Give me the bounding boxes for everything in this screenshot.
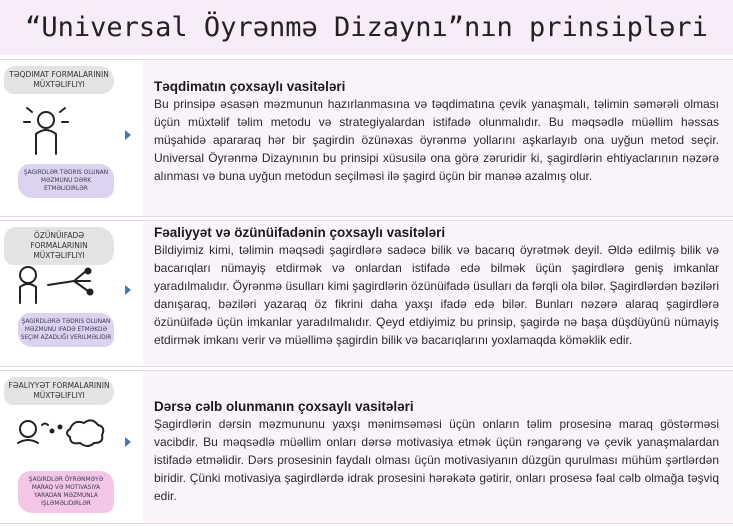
- illustration-chip-label: TƏQDIMAT FORMALARININ MÜXTƏLIFLIYI: [4, 66, 114, 94]
- principle-section-expression: [0, 220, 733, 367]
- illustration-caption: ŞAGIRDLƏR TƏDRIS OLUNAN MƏZMUNU DƏRK ETMƏLIDIRLƏR: [18, 164, 114, 198]
- section-body: Bildiyimiz kimi, təlimin məqsədi şagirdlərə sadəcə bilik və bacarıq öyrətmək deyil. Əldə edilmiş bilik və bacarıqları nümayiş etdirmək və onlardan istifadə edə bilmək üçün şagirdlərə geniş imkanlar yaradılmalıdır. Öyrənmə üsulları kimi şagirdlərin özünüifadə üsulları da fərqli ola bilər. Şagirdlərdən bəziləri danışaraq, bəziləri yazaraq öz fikrini daha yaxşı ifadə edə bilər. Bunları nəzərə alaraq şagirdlərə özünüifadə üçün imkanlar yaradılmalıdır. Qeyd etdiyimiz bu prinsip, şagirdə nə başa düşdüyünü nümayiş etdirmək imkanı verir və müəllimə şagirdin bilik və bacarıqlarını yoxlamaqda köməklik edir.: [154, 243, 719, 347]
- section-heading: Fəaliyyət və özünüifadənin çoxsaylı vasitələri: [154, 225, 446, 240]
- principle-section-representation: [0, 59, 733, 217]
- chevron-right-icon: [125, 285, 131, 295]
- learner-motivation-icon: [8, 413, 118, 465]
- illustration-chip-label: ÖZÜNÜIFADƏ FORMALARININ MÜXTƏLIFLIYI: [4, 227, 114, 265]
- illustration-caption: ŞAGIRDLƏR ÖYRƏNMƏYƏ MARAQ VƏ MOTIVASIYA YARADAN MƏZMUNLA IŞLƏMƏLIDIRLƏR: [18, 471, 114, 513]
- section-heading: Dərsə cəlb olunmanın çoxsaylı vasitələri: [154, 399, 414, 414]
- illustration-panel: [0, 60, 143, 216]
- section-body: Şagirdlərin dərsin məzmununu yaxşı mənimsəməsi üçün onların təlim prosesinə maraq göstərməsi vacibdir. Bu məqsədlə müəllim onları dərsə motivasiya etmək üçün rəngarəng və çevik yanaşmalardan istifadə etməlidir. Dərs prosesinin faydalı olması üçün motivasiyanın düzgün qurulması mühüm şərtlərdən biridir. Çünki motivasiya şagirdlərdə idrak prosesini hərəkətə gətirir, onları prosesə fəal cəlb olmağa təşviq edir.: [154, 417, 719, 503]
- learner-expressing-icon: [8, 261, 118, 311]
- section-heading: Təqdimatın çoxsaylı vasitələri: [154, 79, 346, 94]
- learner-thinking-icon: [8, 104, 118, 164]
- illustration-caption: ŞAGIRDLƏRƏ TƏDRIS OLUNAN MƏZMUNU IFADƏ ETMƏKDƏ SEÇIM AZADLIĞI VERILMƏLIDIR: [18, 313, 114, 347]
- section-body: Bu prinsipə əsasən məzmunun hazırlanmasına və təqdimatına çevik yanaşmalı, təlimin səmərəli olması üçün müxtəlif təlim metodu və strategiyalardan istifadə olunmalıdır. Bu məqsədlə müəllim həssas müşahidə apararaq hər bir şagirdin özünəxas öyrənmə yollarını aşkarlayıb ona uyğun metod seçir. Universal Öyrənmə Dizaynının bu prinsipi xüsusilə ona görə zəruridir ki, şagirdlərin ehtiyaclarının nəzərə alınması və buna uyğun metodun seçilməsi ilə şagird üçün bir manəə azalmış olur.: [154, 97, 719, 183]
- chevron-right-icon: [125, 437, 131, 447]
- illustration-chip-label: FƏALIYYƏT FORMALARININ MÜXTƏLIFLIYI: [4, 377, 114, 405]
- title-banner: [0, 0, 733, 55]
- illustration-panel: [0, 371, 143, 523]
- principle-section-engagement: [0, 370, 733, 524]
- page-title: “Universal Öyrənmə Dizaynı”nın prinsipləri: [25, 12, 708, 43]
- illustration-panel: [0, 221, 143, 366]
- chevron-right-icon: [125, 130, 131, 140]
